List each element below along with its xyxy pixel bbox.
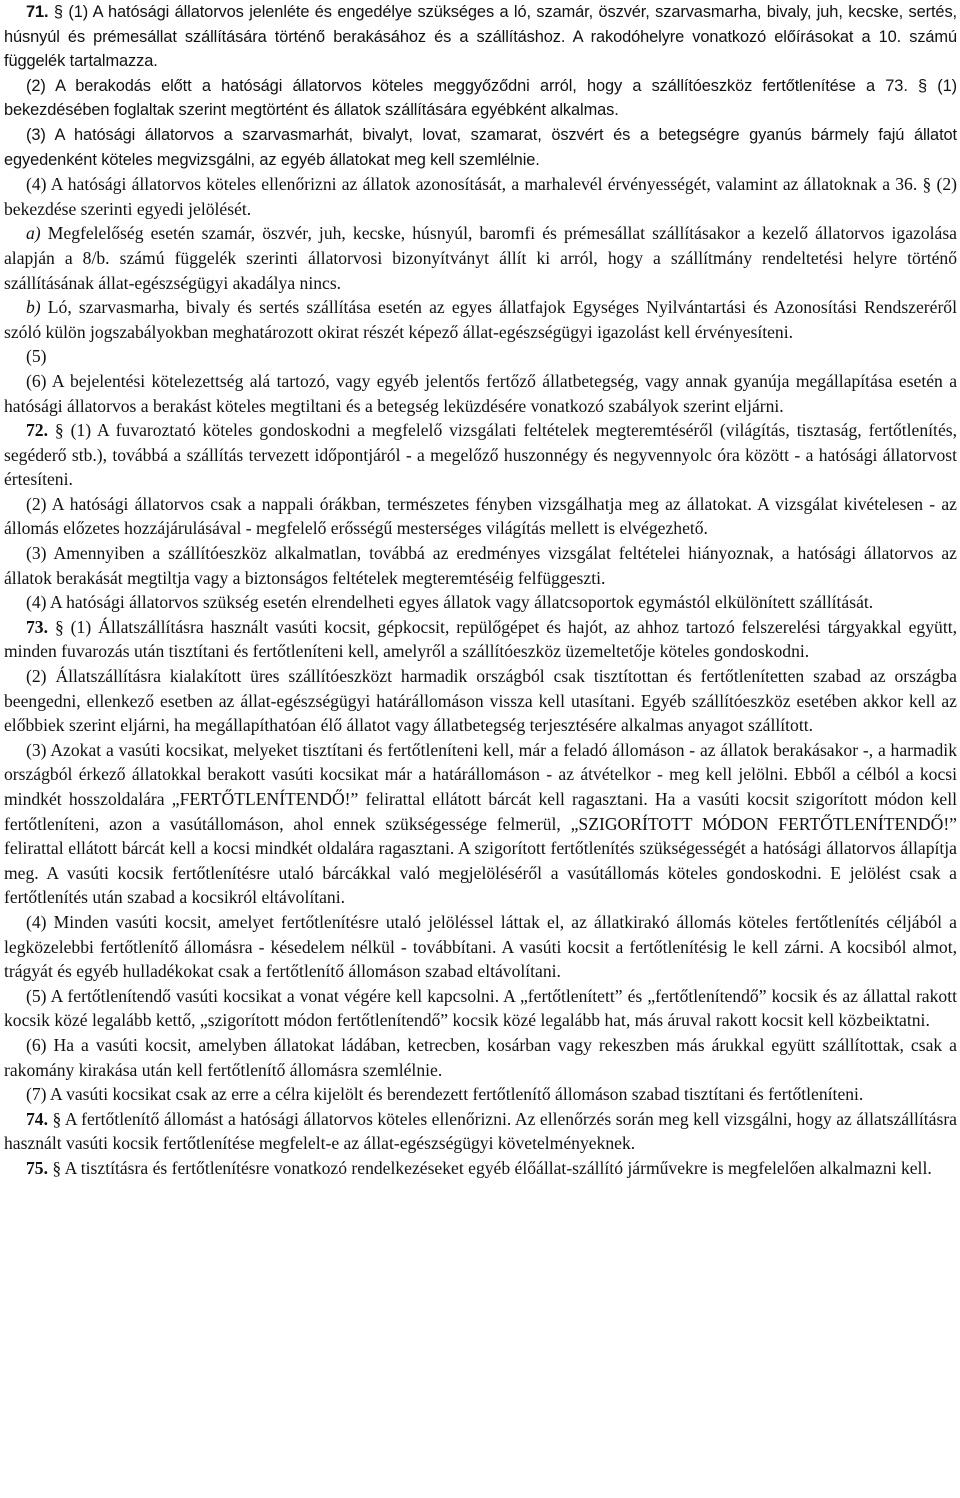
paragraph-74 <box>4 1107 957 1156</box>
paragraph-text: § (1) A fuvaroztató köteles gondoskodni a megfelelő vizsgálati feltételek megteremtéséről (világítás, tisztaság, fertőtlenítés, segéderő stb.), továbbá a szállítás tervezett időpontjáról - a megelőző huszonnégy és negyvennyolc óra között - a hatósági állatorvost értesíteni. <box>4 420 957 490</box>
paragraph-text: § A fertőtlenítő állomást a hatósági állatorvos köteles ellenőrizni. Az ellenőrzés során meg kell vizsgálni, hogy az állatszállításra használt vasúti kocsik fertőtlenítése megfelelt-e az állat-egészségügyi követelményeknek. <box>4 1108 957 1154</box>
paragraph-73-7: (7) A vasúti kocsikat csak az erre a célra kijelölt és berendezett fertőtlenítő állomáson szabad tisztítani és fertőtleníteni. <box>26 1084 864 1105</box>
section-number-72: 72. <box>26 420 48 441</box>
paragraph-71-1 <box>4 0 957 74</box>
section-number-71: 71. <box>26 3 49 21</box>
paragraph-text: Ló, szarvasmarha, bivaly és sertés szállítása esetén az egyes állatfajok Egységes Nyilvántartási és Azonosítási Rendszeréről szóló külön jogszabályokban meghatározott okirat részét képező állat-egészségügyi igazolást kell érvényesíteni. <box>4 297 957 342</box>
paragraph-73-3: (3) Azokat a vasúti kocsikat, melyeket tisztítani és fertőtleníteni kell, már a feladó állomáson - az állatok berakásakor -, a harmadik országból érkező állatokkal berakott vasúti kocsikat már a határállomáson - az átvételkor - meg kell jelölni. Ebből a célból a kocsi mindkét hosszoldalára „FERTŐTLENÍTENDŐ!” felirattal ellátott bárcát kell ragasztani. Ha a vasúti kocsit szigorított módon kell fertőtleníteni, azon a vasútállomáson, ahol ennek szükségessége felmerül, „SZIGORÍTOTT MÓDON FERTŐTLENÍTENDŐ!” felirattal ellátott bárcát kell a kocsi mindkét oldalára ragasztani. A szigorított fertőtlenítés szükségességét a hatósági állatorvos állapítja meg. A vasúti kocsik fertőtlenítésre utaló bárcákkal való megjelöléséről a vasútállomás köteles gondoskodni. E jelölést csak a fertőtlenítés után szabad a kocsikról eltávolítani. <box>4 739 957 908</box>
paragraph-71-3: (3) A hatósági állatorvos a szarvasmarhát, bivalyt, lovat, szamarat, öszvért és a betegségre gyanús bármely fajú állatot egyedenként köteles megvizsgálni, az egyéb állatokat meg kell szemlélnie. <box>4 125 957 169</box>
section-number-74: 74. <box>26 1108 48 1129</box>
point-label-b: b) <box>26 297 41 318</box>
paragraph-71-5: (5) <box>26 346 47 367</box>
section-number-75: 75. <box>26 1157 48 1178</box>
paragraph-71-2: (2) A berakodás előtt a hatósági állatorvos köteles meggyőződni arról, hogy a szállítóeszköz fertőtlenítése a 73. § (1) bekezdésében foglaltak szerint megtörtént és állatok szállítására egyébként alkalmas. <box>4 76 957 120</box>
paragraph-73-5: (5) A fertőtlenítendő vasúti kocsikat a vonat végére kell kapcsolni. A „fertőtlenített” és „fertőtlenítendő” kocsik és az állattal rakott kocsik közé legalább kettő, „szigorított módon fertőtlenítendő” kocsik közé legalább hat, más áruval rakott kocsit kell közbeiktatni. <box>4 985 957 1031</box>
paragraph-73-4: (4) Minden vasúti kocsit, amelyet fertőtlenítésre utaló jelöléssel láttak el, az állatkirakó állomás köteles fertőtlenítés céljából a legközelebbi fertőtlenítő állomásra - késedelem nélkül - továbbítani. A vasúti kocsit a fertőtlenítésig le kell zárni. A kocsiból almot, trágyát és egyéb hulladékokat csak a fertőtlenítő állomáson szabad eltávolítani. <box>4 911 957 982</box>
paragraph-71-6: (6) A bejelentési kötelezettség alá tartozó, vagy egyéb jelentős fertőző állatbetegség, vagy annak gyanúja megállapítása esetén a hatósági állatorvos a berakást köteles megtiltani és a betegség leküzdésére vonatkozó szabályok szerint eljárni. <box>4 370 957 416</box>
paragraph-73-2: (2) Állatszállításra kialakított üres szállítóeszközt harmadik országból csak tisztítottan és fertőtlenítetten szabad az országba beengedni, ellenkező esetben az állat-egészségügyi határállomáson vissza kell utasítani. Egyéb szállítóeszköz esetében akkor kell az előbbiek szerint eljárni, ha megállapíthatóan élő állatot vagy állatbetegség terjesztésére alkalmas anyagot szállított. <box>4 666 957 736</box>
paragraph-73-6: (6) Ha a vasúti kocsit, amelyben állatokat ládában, ketrecben, kosárban vagy rekeszben más árukkal együtt szállítottak, csak a rakomány kirakása után kell fertőtlenítő állomásra szemlélnie. <box>4 1034 957 1080</box>
paragraph-72-1 <box>4 418 957 492</box>
paragraph-71-4a <box>4 221 957 295</box>
paragraph-72-3: (3) Amennyiben a szállítóeszköz alkalmatlan, továbbá az eredményes vizsgálat feltételei hiányoznak, a hatósági állatorvos az állatok berakását megtiltja vagy a biztonságos feltételek megteremtéséig felfüggeszti. <box>4 543 957 588</box>
section-number-73: 73. <box>26 616 48 637</box>
paragraph-text: Megfelelőség esetén szamár, öszvér, juh, kecske, húsnyúl, baromfi és prémesállat szállításakor a kezelő állatorvos igazolása alapján a 8/b. számú függelék szerinti állatorvosi bizonyítványt állít ki arról, hogy a szállítmány rendeltetési helyre történő szállításának állat-egészségügyi akadálya nincs. <box>4 223 957 293</box>
paragraph-72-4: (4) A hatósági állatorvos szükség esetén elrendelheti egyes állatok vagy állatcsoportok egymástól elkülönített szállítását. <box>26 592 874 613</box>
paragraph-72-2: (2) A hatósági állatorvos csak a nappali órákban, természetes fényben vizsgálhatja meg az állatokat. A vizsgálat kivételesen - az állomás előzetes hozzájárulásával - megfelelő erősségű mesterséges világítás mellett is elvégezhető. <box>4 493 957 539</box>
paragraph-text: § (1) Állatszállításra használt vasúti kocsit, gépkocsit, repülőgépet és hajót, az ahhoz tartozó felszerelési tárgyakkal együtt, minden fuvarozás után tisztítani és fertőtleníteni kell, amelyről a szállítóeszköz üzemeltetője köteles gondoskodni. <box>4 616 957 662</box>
paragraph-text: § A tisztításra és fertőtlenítésre vonatkozó rendelkezéseket egyéb élőállat-szállító járművekre is megfelelően alkalmazni kell. <box>48 1157 932 1178</box>
paragraph-73-1 <box>4 615 957 664</box>
paragraph-71-4: (4) A hatósági állatorvos köteles ellenőrizni az állatok azonosítását, a marhalevél érvényességét, valamint az állatoknak a 36. § (2) bekezdése szerinti egyedi jelölését. <box>4 174 957 219</box>
paragraph-text: § (1) A hatósági állatorvos jelenléte és engedélye szükséges a ló, szamár, öszvér, szarvasmarha, bivaly, juh, kecske, sertés, húsnyúl és prémesállat szállítására történő berakásához és a szállításhoz. A rakodóhelyre vonatkozó előírásokat a 10. számú függelék tartalmazza. <box>4 3 957 71</box>
paragraph-71-4b <box>4 295 957 344</box>
paragraph-75 <box>4 1156 957 1181</box>
point-label-a: a) <box>26 223 41 244</box>
